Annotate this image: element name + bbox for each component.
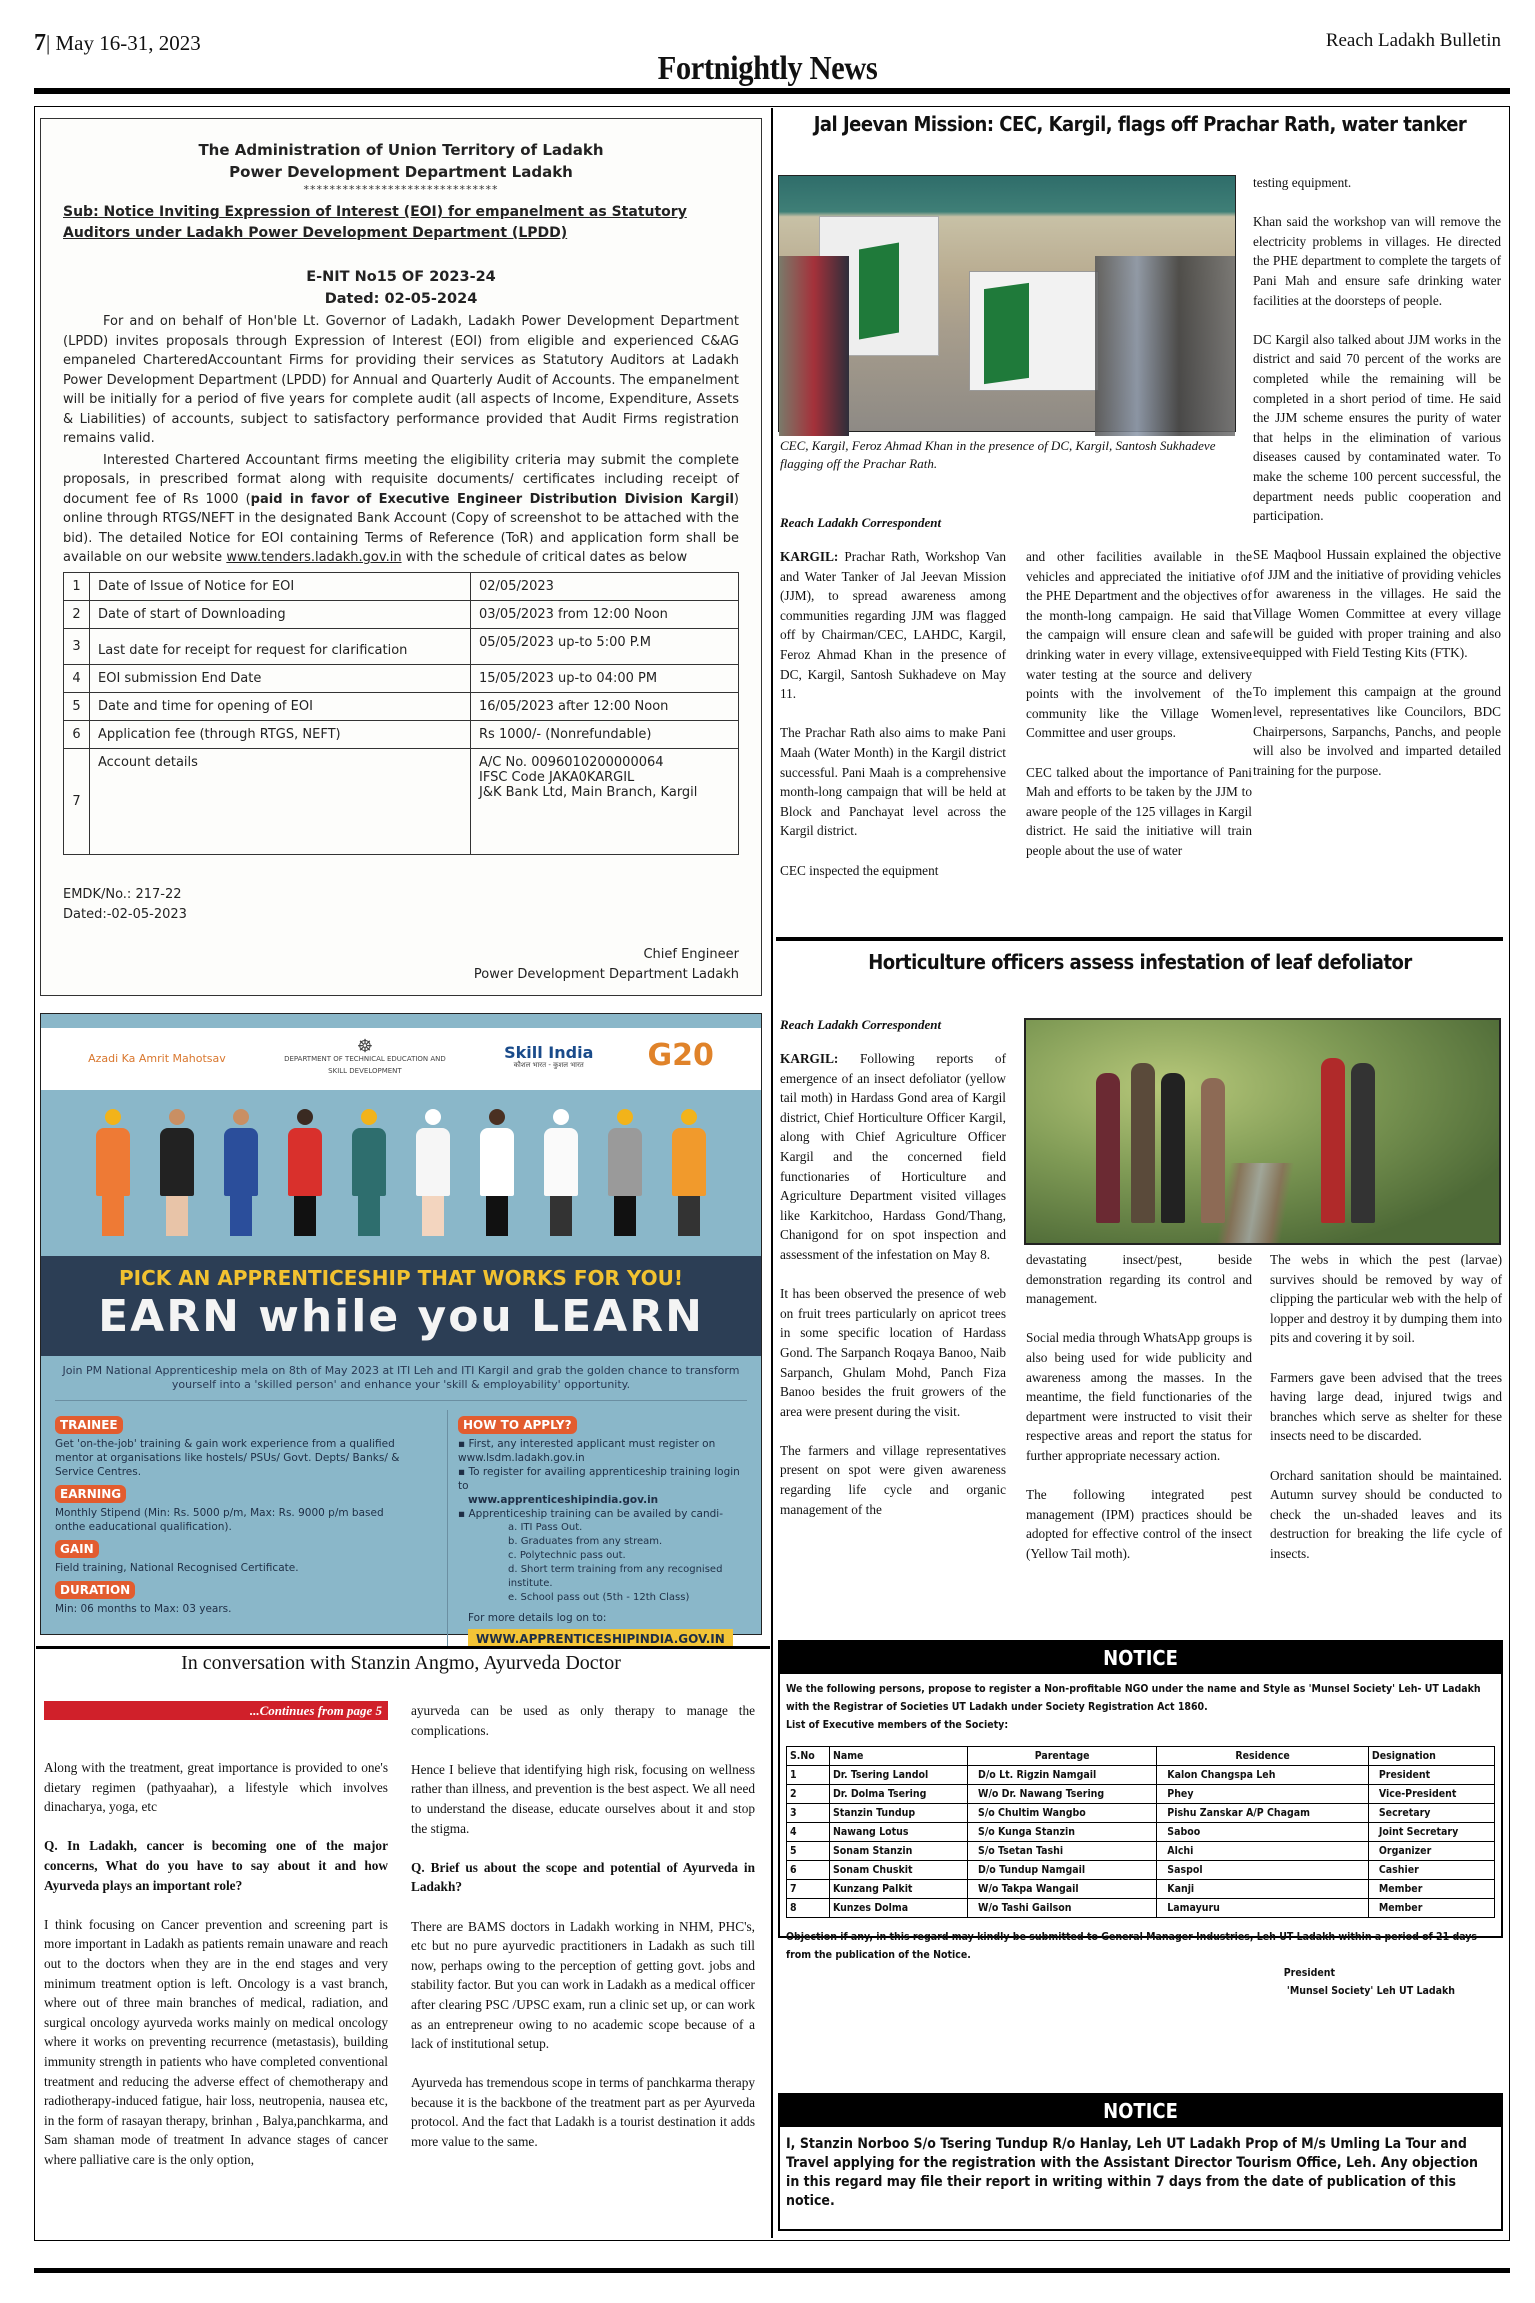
article-column-2: devastating insect/pest, beside demonstration regarding its control and management. Social media through WhatsApp groups is also being used for wide publicity and awareness among the masses. In the meantime, the field functionaries of the department were instructed to visit their respective areas and report the status for further appropriate necessary action. The following integrated pest management (IPM) practices should be adopted for effective control of the insect (Yellow Tail moth). xyxy=(1026,1252,1252,1561)
table-row: 8 Kunzes Dolma W/o Tashi Gailson Lamayuru Member xyxy=(787,1899,1495,1918)
publication-name: Reach Ladakh Bulletin xyxy=(1325,30,1501,51)
continues-from-banner[interactable]: ...Continues from page 5 xyxy=(44,1701,388,1720)
eoi-subject: Sub: Notice Inviting Expression of Interest (EOI) for empanelment as Statutory Auditors under Ladakh Power Development Department (LPDD) xyxy=(63,204,687,241)
apprenticeship-link[interactable]: www.apprenticeshipindia.gov.in xyxy=(468,1494,659,1506)
interview-headline: In conversation with Stanzin Angmo, Ayurveda Doctor xyxy=(181,1652,621,1674)
table-row: 3 Last date for receipt for request for clarification 05/05/2023 up-to 5:00 P.M xyxy=(64,628,739,664)
eoi-website-link[interactable]: www.tenders.ladakh.gov.in xyxy=(226,550,402,565)
table-row: 1 Dr. Tsering Landol D/o Lt. Rigzin Namgail Kalon Changspa Leh President xyxy=(787,1766,1495,1785)
table-row: 2 Date of start of Downloading 03/05/2023 from 12:00 Noon xyxy=(64,600,739,628)
section-divider xyxy=(776,937,1503,941)
byline: Reach Ladakh Correspondent xyxy=(780,515,942,530)
eoi-reference: EMDK/No.: 217-22 Dated:-02-05-2023 xyxy=(63,886,187,922)
column-divider xyxy=(771,108,773,2238)
members-table xyxy=(786,1746,1495,1918)
sponsor-logos xyxy=(41,1028,761,1090)
table-row: 1 Date of Issue of Notice for EOI 02/05/2023 xyxy=(64,572,739,600)
notice-objection: Objection if any, in this regard may kindly be submitted to General Manager Industries, Leh UT Ladakh within a period of 21 days from the publication of the Notice. xyxy=(786,1931,1478,1961)
tag-duration: DURATION xyxy=(55,1581,135,1599)
ad-tagline: PICK AN APPRENTICESHIP THAT WORKS FOR YOU! xyxy=(118,1266,684,1290)
ad-benefits-column: TRAINEE Get 'on-the-job' training & gain work experience from a qualified mentor at organisations like hostels/ PSUs/ Govt. Depts/ Banks/ & Service Centres. EARNING Monthly Stipend (Min: Rs. 5000 p/m, Max: Rs. 9000 p/m based onthe eaducational qualification). GAIN Field training, National Recognised Certificate. DURATION Min: 06 months to Max: 03 years. xyxy=(55,1418,400,1615)
notice-signatory: President xyxy=(1283,1967,1335,1979)
issue-date: May 16-31, 2023 xyxy=(55,31,201,55)
section-divider xyxy=(36,1646,770,1649)
tag-trainee: TRAINEE xyxy=(55,1416,123,1434)
table-header-row: S.No Name Parentage Residence Designation xyxy=(787,1747,1495,1766)
g20-logo: G20 xyxy=(647,1037,714,1073)
ad-banner xyxy=(41,1256,761,1356)
eoi-org-line1: The Administration of Union Territory of Ladakh xyxy=(198,141,604,159)
table-row: 4 Nawang Lotus S/o Kunga Stanzin Saboo Joint Secretary xyxy=(787,1823,1495,1842)
article-column-3: testing equipment. Khan said the workshop van will remove the electricity problems in villages. He directed the PHE department to complete the targets of Pani Mah and ensure safe drinking water facilities at the doorsteps of people. DC Kargil also talked about JJM works in the district and said 70 percent of the works are completed while the remaining will be completed in a short period of time. He said the JJM scheme ensures the purity of water that helps in the elimination of various diseases caused by contaminated water. To make the scheme 100 percent successful, the department needs public cooperation and participation. SE Maqbool Hussain explained the objective of JJM and the initiative of providing vehicles for awareness in the villages. He said the Village Women Committee at every village will be guided with proper training and also equipped with Field Testing Kits (FTK). To implement this campaign at the ground level, representatives like Councilors, BDC Chairpersons, Sarpanchs, Panchs, and people will also be involved and imparted detailed training for the purpose. xyxy=(1253,175,1501,778)
notice-signatory-org: 'Munsel Society' Leh UT Ladakh xyxy=(1286,1985,1455,1997)
table-row: 3 Stanzin Tundup S/o Chultim Wangbo Pishu Zanskar A/P Chagam Secretary xyxy=(787,1804,1495,1823)
table-row: 7 Kunzang Palkit W/o Takpa Wangail Kanji Member xyxy=(787,1880,1495,1899)
apprenticeship-portal-url[interactable]: WWW.APPRENTICESHIPINDIA.GOV.IN xyxy=(468,1629,733,1649)
notice-title: NOTICE xyxy=(780,1642,1501,1674)
eoi-schedule-table xyxy=(63,572,739,855)
table-row: 5 Date and time for opening of EOI 16/05/2023 after 12:00 Noon xyxy=(64,692,739,720)
skill-india-logo: Skill India कौशल भारत - कुशल भारत xyxy=(504,1043,594,1069)
ad-intro: Join PM National Apprenticeship mela on 8th of May 2023 at ITI Leh and ITI Kargil and grab the golden chance to transform yourself into a 'skilled person' and enhance your 'skill & employability' opportunity. xyxy=(55,1364,747,1401)
page-header-left: 7| May 16-31, 2023 xyxy=(34,30,201,56)
eoi-nit-number: E-NIT No15 OF 2023-24 xyxy=(306,269,496,285)
eoi-signatory: Chief Engineer Power Development Department Ladakh xyxy=(473,946,739,982)
ad-how-to-apply-column: HOW TO APPLY? ▪ First, any interested applicant must register on www.lsdm.ladakh.gov.in ▪ To register for availing apprenticeship training login to www.apprenticeshipindia.gov.in ▪ Apprenticeship training can be availed by candi- a. ITI Pass Out. b. Graduates from any stream. c. Polytechnic pass out. d. Short term training from any recognised institute. e. School pass out (5th - 12th Class) For more details log on to: WWW.APPRENTICESHIPINDIA.GOV.IN xyxy=(447,1410,752,1649)
ad-headline: EARN while you LEARN xyxy=(98,1291,704,1342)
tour-registration-notice xyxy=(778,2093,1503,2231)
interview-column-2: ayurveda can be used as only therapy to manage the complications. Hence I believe that identifying high risk, focusing on wellness rather than illness, and prevention is the best aspect. We all need to understand the disease, educate ourselves about it and stop the stigma. Q. Brief us about the scope and potential of Ayurveda in Ladakh? There are BAMS doctors in Ladakh working in NHM, PHC's, etc but no pure ayurvedic practitioners in Ladakh as such till now, perhaps owing to the perception of getting govt. jobs and stability factor. But you can work in Ladakh as a medical officer after clearing PSC /UPSC exam, run a clinic set up, or can work as an entrepreneur owing to no academic scope because of a lack of institutional setup. Ayurveda has tremendous scope in terms of panchkarma therapy because it is the backbone of the treatment part as per Ayurveda protocol. And the fact that Ladakh is a tourist destination it adds more value to the same. xyxy=(411,1703,755,2150)
notice-list-label: List of Executive members of the Society: xyxy=(786,1719,1009,1731)
article-column-1: KARGIL: Following reports of emergence of an insect defoliator (yellow tail moth) in Hardass Gond area of Kargil district, Chief Horticulture Officer Kargil, along with Chief Agriculture Officer Kargil and the concerned field functionaries of Horticulture and Agriculture Department visited villages like Karkitchoo, Hardass Gond/Thang, Chanigond for on spot inspection and assessment of the infestation on May 8. It has been observed the presence of web on fruit trees particularly on apricot trees in some specific location of Hardass Gond. The Sarpanch Roqaya Banoo, Naib Sarpanch, Ghulam Mohd, Panch Fiza Banoo besides the fruit growers of the area were present during the visit. The farmers and village representatives present on spot were given awareness regarding life cycle and organic management of the xyxy=(780,1051,1006,1517)
jal-jeevan-headline: Jal Jeevan Mission: CEC, Kargil, flags off Prachar Rath, water tanker xyxy=(813,112,1467,136)
workers-illustration xyxy=(41,1098,761,1246)
table-row: 2 Dr. Dolma Tsering W/o Dr. Nawang Tsering Phey Vice-President xyxy=(787,1785,1495,1804)
table-row: 6 Application fee (through RTGS, NEFT) Rs 1000/- (Nonrefundable) xyxy=(64,720,739,748)
azadi-logo: Azadi Ka Amrit Mahotsav xyxy=(88,1052,226,1065)
eoi-nit-date: Dated: 02-05-2024 xyxy=(324,291,478,307)
eoi-paragraph-1: For and on behalf of Hon'ble Lt. Governor of Ladakh, Ladakh Power Development Department (LPDD) invites proposals through Expression of Interest (EOI) from eligible and experienced C&AG empaneled CharteredAccountant Firms for providing their services as Statutory Auditors at Ladakh Power Development Department (LPDD) for Annual and Quarterly Audit of Accounts. The empanelment will be initially for a period of five years for complete audit (all aspects of Income, Expenditure, Assets & Liabilities) of accounts, subject to satisfactory performance provided that Audit Firms registration remains valid. xyxy=(63,314,739,446)
ngo-registration-notice xyxy=(778,1640,1503,1997)
article-column-1: KARGIL: Prachar Rath, Workshop Van and Water Tanker of Jal Jeevan Mission (JJM), to spread awareness among communities regarding JJM was flagged off by Chairman/CEC, LAHDC, Kargil, Feroz Ahmad Khan in the presence of DC, Kargil, Santosh Sukhadeve on May 11. The Prachar Rath also aims to make Pani Maah (Water Month) in the Kargil district successful. Pani Maah is a comprehensive month-long campaign that will be held at Block and Panchayat level across the Kargil district. CEC inspected the equipment xyxy=(780,549,1006,878)
eoi-notice xyxy=(40,118,762,996)
page-number: 7 xyxy=(34,30,46,56)
eoi-paragraph-2: Interested Chartered Accountant firms meeting the eligibility criteria may submit the complete proposals, in prescribed format along with requisite documents/ certificates including receipt of document fee of Rs 1000 (paid in favor of Executive Engineer Distribution Division Kargil) online through RTGS/NEFT in the designated Bank Account (Copy of screenshot to be attached with the bid). The detailed Notice for EOI containing Terms of Reference (ToR) and application form shall be available on our website www.tenders.ladakh.gov.in with the schedule of critical dates as below xyxy=(63,452,739,565)
horticulture-headline: Horticulture officers assess infestation of leaf defoliator xyxy=(868,950,1412,974)
footer-rule xyxy=(34,2268,1510,2273)
article-column-3: The webs in which the pest (larvae) survives should be removed by way of clipping the particular web with the help of lopper and destroy it by dumping them into pits and covering it by soil. Farmers gave been advised that the trees having large dead, injured twigs and branches which serve as shelter for these insects need to be discarded. Orchard sanitation should be maintained. Autumn survey should be conducted to check the un-shaded leaves and its destruction for breaking the life cycle of insects. xyxy=(1270,1252,1502,1561)
eoi-org-line2: Power Development Department Ladakh xyxy=(229,163,573,181)
dept-emblem-logo: ☸ DEPARTMENT OF TECHNICAL EDUCATION AND SKILL DEVELOPMENT xyxy=(284,1036,446,1075)
article-column-2: and other facilities available in the vehicles and appreciated the initiative of the PHE Department and the objectives of the month-long campaign. He said that the campaign will ensure clean and safe drinking water in every village, extensive water testing at the source and delivery points with the involvement of the community like the Village Women Committee and user groups. CEC talked about the importance of Pani Mah and efforts to be taken by the JJM to aware people of the 125 villages in Kargil district. He said the initiative will train people about the use of water xyxy=(1026,549,1252,858)
tag-how-to-apply: HOW TO APPLY? xyxy=(458,1416,577,1434)
byline: Reach Ladakh Correspondent xyxy=(780,1017,942,1032)
table-row: 4 EOI submission End Date 15/05/2023 up-to 04:00 PM xyxy=(64,664,739,692)
tag-gain: GAIN xyxy=(55,1540,99,1558)
interview-column-1: Along with the treatment, great importance is provided to one's dietary regimen (pathyaahar), a lifestyle which involves dinacharya, yoga, etc Q. In Ladakh, cancer is becoming one of the major concerns, What do you have to say about it and how Ayurveda plays an important role? I think focusing on Cancer prevention and screening part is more important in Ladakh as patients remain unaware and reach out to the doctors when they are in the end stages and very minimum treatment option is left. Oncology is a vast branch, where out of three main branches of medical, radiation, and surgical oncology ayurveda works mainly on medical oncology where it works on preventing recurrence (metastasis), building immunity strength in patients who have completed conventional treatment and reducing the adverse effect of chemotherapy and radiotherapy-induced fatigue, hair loss, neutropenia, nausea etc, in the form of rasayan therapy, brinhan , Balya,panchkarma, and Sam shaman mode of treatment In advance stages of cancer where palliative care is the only option, xyxy=(44,1760,388,2167)
notice-intro: We the following persons, propose to register a Non-profitable NGO under the name and Style as 'Munsel Society' Leh- UT Ladakh with the Registrar of Societies UT Ladakh under Society Registration Act 1860. xyxy=(786,1683,1481,1713)
tag-earning: EARNING xyxy=(55,1485,126,1503)
apprenticeship-advertisement xyxy=(40,1013,762,1646)
table-row: 7 Account details A/C No. 0096010200000064 IFSC Code JAKA0KARGIL J&K Bank Ltd, Main Branch, Kargil xyxy=(64,748,739,854)
header-rule xyxy=(34,88,1510,94)
notice-text: I, Stanzin Norboo S/o Tsering Tundup R/o Hanlay, Leh UT Ladakh Prop of M/s Umling La Tour and Travel applying for the registration with the Assistant Director Tourism Office, Leh. Any objection in this regard may file their report in writing within 7 days from the date of publication of this notice. xyxy=(786,2136,1479,2209)
eoi-stars: ****************************** xyxy=(303,183,499,196)
table-row: 6 Sonam Chuskit D/o Tundup Namgail Saspol Cashier xyxy=(787,1861,1495,1880)
flag-off-photo xyxy=(778,175,1236,432)
section-title: Fortnightly News xyxy=(657,50,878,87)
table-row: 5 Sonam Stanzin S/o Tsetan Tashi Alchi Organizer xyxy=(787,1842,1495,1861)
photo-caption: CEC, Kargil, Feroz Ahmad Khan in the presence of DC, Kargil, Santosh Sukhadeve flagging off the Prachar Rath. xyxy=(780,438,1216,471)
notice-title: NOTICE xyxy=(780,2095,1501,2127)
orchard-inspection-photo xyxy=(1024,1018,1501,1245)
